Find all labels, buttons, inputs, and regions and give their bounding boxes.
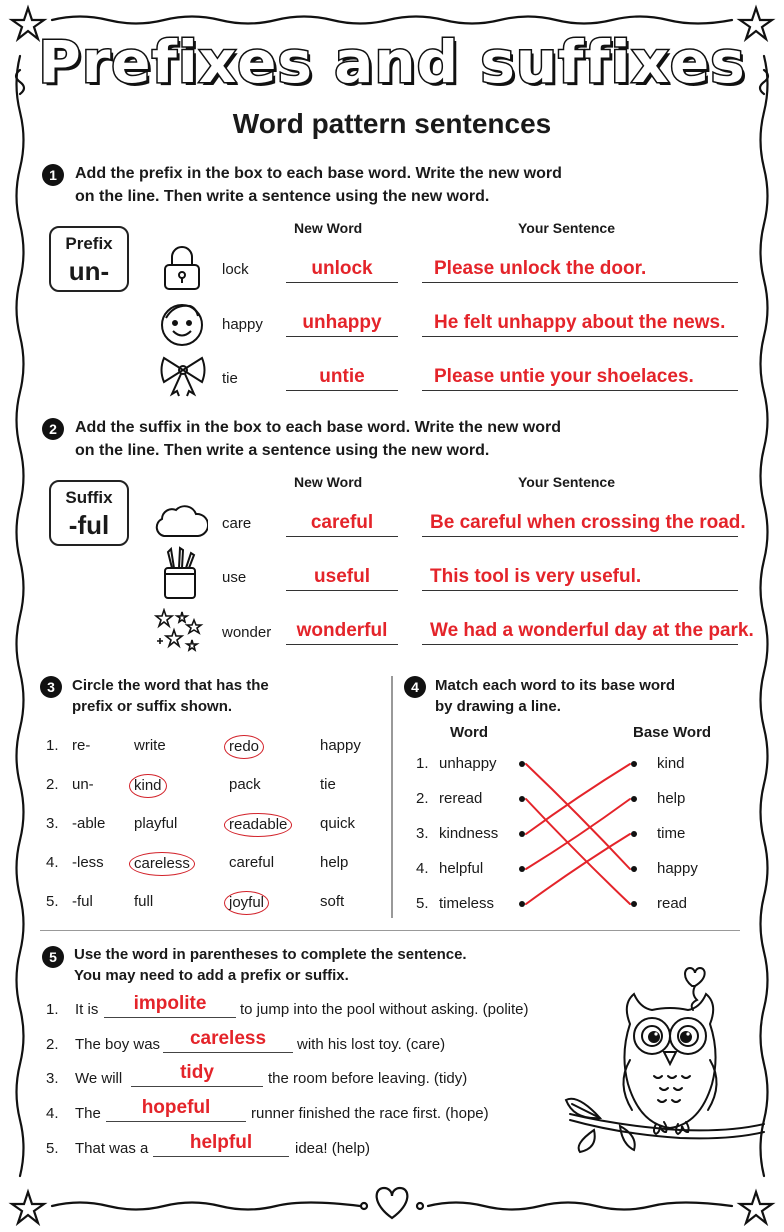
filled-answer[interactable]: tidy <box>180 1062 214 1083</box>
page-title: Prefixes and suffixes <box>38 28 746 96</box>
match-dot-left[interactable] <box>519 831 525 837</box>
filled-answer[interactable]: helpful <box>189 1132 253 1153</box>
new-word-answer[interactable]: untie <box>286 366 398 391</box>
new-word-answer[interactable]: useful <box>286 566 398 591</box>
match-line <box>526 799 630 869</box>
circled-word[interactable]: redo <box>224 735 264 759</box>
sentence-end: idea! (help) <box>295 1140 371 1157</box>
match-line <box>526 834 630 904</box>
row-number: 1. <box>416 755 429 772</box>
match-dot-left[interactable] <box>519 901 525 907</box>
answer-blank[interactable] <box>163 1052 293 1053</box>
section-number: 4 <box>404 676 426 698</box>
match-dot-left[interactable] <box>519 761 525 767</box>
match-base-word[interactable]: help <box>657 790 686 807</box>
answer-blank[interactable] <box>104 1017 236 1018</box>
word-choice[interactable]: help <box>320 854 349 871</box>
instruction-line-1: Use the word in parentheses to complete the sentence. <box>74 946 467 963</box>
new-word-answer[interactable]: wonderful <box>286 620 398 645</box>
suffix-box-label: Suffix <box>65 488 113 507</box>
owl-illustration <box>560 964 770 1154</box>
sentence-start: We will <box>75 1070 123 1087</box>
match-line <box>526 764 630 834</box>
affix-label: -able <box>72 815 106 832</box>
affix-label: -ful <box>72 893 93 910</box>
instruction-line-1: Add the prefix in the box to each base word. Write the new word <box>75 165 562 182</box>
section-number: 5 <box>42 946 64 968</box>
sentence-answer[interactable]: We had a wonderful day at the park. <box>422 620 738 645</box>
answer-blank[interactable] <box>153 1156 289 1157</box>
column-header-base-word: Base Word <box>633 724 712 741</box>
row-number: 2. <box>46 1036 59 1053</box>
base-word: lock <box>222 261 249 278</box>
sentence-answer[interactable]: Be careful when crossing the road. <box>422 512 738 537</box>
word-choice[interactable]: happy <box>320 737 361 754</box>
section-number: 3 <box>40 676 62 698</box>
row-number: 5. <box>416 895 429 912</box>
word-choice[interactable]: playful <box>134 815 178 832</box>
instruction-line-1: Match each word to its base word <box>435 677 676 694</box>
row-number: 4. <box>416 860 429 877</box>
row-number: 1. <box>46 737 59 754</box>
prefix-box-label: Prefix <box>65 234 113 253</box>
new-word-answer[interactable]: careful <box>286 512 398 537</box>
row-number: 3. <box>46 815 59 832</box>
word-choice[interactable]: soft <box>320 893 345 910</box>
match-base-word[interactable]: kind <box>657 755 685 772</box>
match-dot-right[interactable] <box>631 761 637 767</box>
circled-word[interactable]: kind <box>129 774 167 798</box>
row-number: 1. <box>46 1001 59 1018</box>
page-subtitle: Word pattern sentences <box>232 108 552 139</box>
section-number: 2 <box>42 418 64 440</box>
filled-answer[interactable]: careless <box>189 1028 267 1049</box>
match-base-word[interactable]: happy <box>657 860 698 877</box>
column-header-sentence: Your Sentence <box>518 474 615 490</box>
section-divider-horizontal <box>40 930 740 931</box>
base-word: wonder <box>222 624 272 641</box>
circled-word[interactable]: readable <box>224 813 292 837</box>
row-number: 2. <box>46 776 59 793</box>
instruction-line-2: You may need to add a prefix or suffix. <box>74 967 349 984</box>
section-number: 1 <box>42 164 64 186</box>
word-choice[interactable]: tie <box>320 776 336 793</box>
row-number: 3. <box>46 1070 59 1087</box>
affix-label: re- <box>72 737 91 754</box>
sentence-start: That was a <box>75 1140 149 1157</box>
sentence-start: The <box>75 1105 101 1122</box>
prefix-box-value: un- <box>68 256 110 286</box>
match-word[interactable]: kindness <box>439 825 499 842</box>
word-choice[interactable]: careful <box>229 854 275 871</box>
match-dot-right[interactable] <box>631 901 637 907</box>
sentence-answer[interactable]: This tool is very useful. <box>422 566 738 591</box>
circled-word[interactable]: joyful <box>224 891 269 915</box>
sentence-start: It is <box>75 1001 99 1018</box>
sentence-end: runner finished the race first. (hope) <box>251 1105 489 1122</box>
sentence-answer[interactable]: He felt unhappy about the news. <box>422 312 738 337</box>
instruction-line-2: prefix or suffix shown. <box>72 698 233 715</box>
answer-blank[interactable] <box>131 1086 263 1087</box>
instruction-line-1: Circle the word that has the <box>72 677 269 694</box>
affix-label: -less <box>72 854 104 871</box>
instruction-line-2: on the line. Then write a sentence using the new word. <box>75 188 490 205</box>
word-choice[interactable]: full <box>134 893 154 910</box>
match-word[interactable]: unhappy <box>439 755 497 772</box>
row-number: 5. <box>46 1140 59 1157</box>
sentence-answer[interactable]: Please untie your shoelaces. <box>422 366 738 391</box>
word-choice[interactable]: pack <box>229 776 261 793</box>
match-word[interactable]: timeless <box>439 895 495 912</box>
affix-label: un- <box>72 776 94 793</box>
suffix-box-value: -ful <box>68 510 110 540</box>
match-word[interactable]: reread <box>439 790 483 807</box>
new-word-answer[interactable]: unhappy <box>286 312 398 337</box>
match-dot-right[interactable] <box>631 796 637 802</box>
row-number: 3. <box>416 825 429 842</box>
word-choice[interactable]: write <box>134 737 166 754</box>
match-dot-left[interactable] <box>519 796 525 802</box>
new-word-answer[interactable]: unlock <box>286 258 398 283</box>
column-header-sentence: Your Sentence <box>518 220 615 236</box>
sentence-end: to jump into the pool without asking. (polite) <box>240 1001 529 1018</box>
circled-word[interactable]: careless <box>129 852 195 876</box>
filled-answer[interactable]: hopeful <box>141 1097 211 1118</box>
match-dot-right[interactable] <box>631 831 637 837</box>
match-dot-right[interactable] <box>631 866 637 872</box>
answer-blank[interactable] <box>106 1121 246 1122</box>
filled-answer[interactable]: impolite <box>133 993 207 1014</box>
sentence-end: the room before leaving. (tidy) <box>268 1070 468 1087</box>
sentence-answer[interactable]: Please unlock the door. <box>422 258 738 283</box>
match-dot-left[interactable] <box>519 866 525 872</box>
base-word: use <box>222 569 247 586</box>
column-header-new-word: New Word <box>294 474 363 490</box>
match-word[interactable]: helpful <box>439 860 484 877</box>
instruction-line-2: on the line. Then write a sentence using the new word. <box>75 442 490 459</box>
base-word: tie <box>222 370 238 387</box>
instruction-line-1: Add the suffix in the box to each base word. Write the new word <box>75 419 561 436</box>
row-number: 2. <box>416 790 429 807</box>
word-choice[interactable]: quick <box>320 815 356 832</box>
instruction-line-2: by drawing a line. <box>435 698 561 715</box>
sentence-start: The boy was <box>75 1036 161 1053</box>
row-number: 5. <box>46 893 59 910</box>
sentence-end: with his lost toy. (care) <box>297 1036 446 1053</box>
row-number: 4. <box>46 1105 59 1122</box>
base-word: care <box>222 515 252 532</box>
base-word: happy <box>222 316 263 333</box>
row-number: 4. <box>46 854 59 871</box>
section-instruction <box>74 944 467 986</box>
match-base-word[interactable]: time <box>657 825 686 842</box>
column-header-new-word: New Word <box>294 220 363 236</box>
match-base-word[interactable]: read <box>657 895 688 912</box>
column-header-word: Word <box>450 724 489 741</box>
